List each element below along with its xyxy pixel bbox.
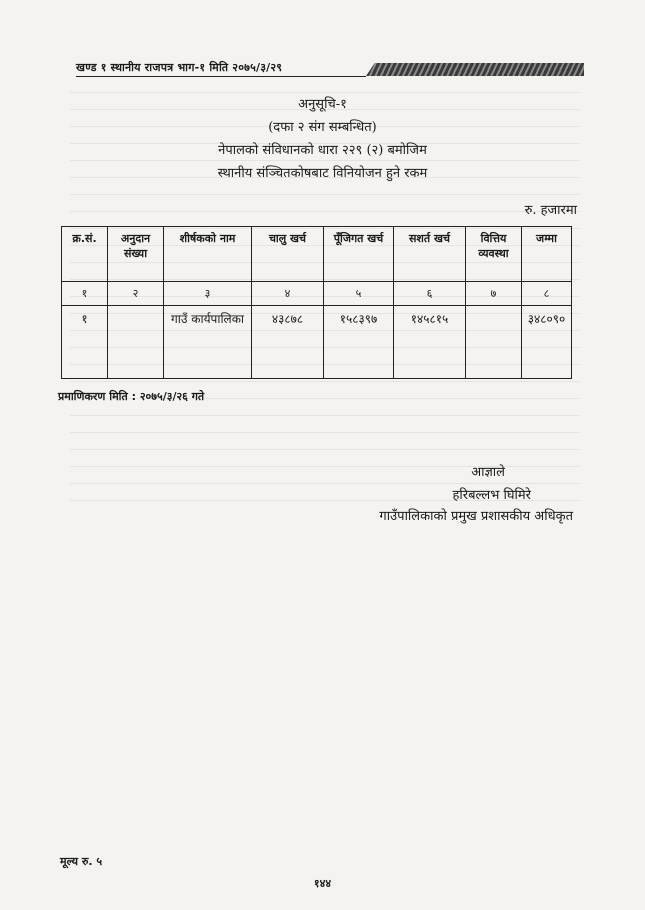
grant-number-cell (108, 306, 164, 379)
column-number-row (62, 282, 572, 306)
column-number: ३ (164, 282, 252, 306)
signature-order: आज्ञाले (471, 465, 505, 480)
column-number: ४ (252, 282, 324, 306)
column-header: जम्मा (522, 227, 572, 282)
financing-cell (466, 306, 522, 379)
column-header: चालु खर्च (252, 227, 324, 282)
column-number: ५ (324, 282, 394, 306)
table-header-row (62, 227, 572, 282)
column-header: अनुदान संख्या (108, 227, 164, 282)
signatory-designation: गाउँपालिकाको प्रमुख प्रशासकीय अधिकृत (379, 509, 573, 524)
currency-unit: रु. हजारमा (524, 203, 577, 218)
certification-date: प्रमाणिकरण मिति : २०७५/३/२६ गते (58, 390, 205, 403)
allocation-heading: स्थानीय संञ्चितकोषबाट विनियोजन हुने रकम (217, 166, 428, 181)
column-number: ६ (394, 282, 466, 306)
schedule-subtitle: (दफा २ संग सम्बन्धित) (268, 120, 377, 135)
signatory-name: हरिबल्लभ घिमिरे (452, 488, 531, 503)
column-header: पूँजिगत खर्च (324, 227, 394, 282)
table-row (62, 306, 572, 379)
column-number: ७ (466, 282, 522, 306)
recurrent-expense-cell: ४३८७८ (252, 306, 324, 379)
column-header: सशर्त खर्च (394, 227, 466, 282)
serial-cell: १ (62, 306, 108, 379)
header-decorative-bar (366, 63, 584, 76)
allocation-table (61, 226, 572, 379)
schedule-title: अनुसूचि-१ (298, 97, 347, 112)
page-number: १४४ (313, 877, 332, 890)
total-cell: ३४८०९० (522, 306, 572, 379)
header-rule (76, 76, 366, 77)
column-number: ८ (522, 282, 572, 306)
capital-expense-cell: १५८३९७ (324, 306, 394, 379)
price: मूल्य रु. ५ (60, 855, 103, 868)
column-header: शीर्षकको नाम (164, 227, 252, 282)
column-number: १ (62, 282, 108, 306)
conditional-expense-cell: १४५८१५ (394, 306, 466, 379)
column-header: क्र.सं. (62, 227, 108, 282)
head-name-cell: गाउँ कार्यपालिका (164, 306, 252, 379)
gazette-header: खण्ड १ स्थानीय राजपत्र भाग-१ मिति २०७५/३/२९ (76, 61, 283, 74)
column-number: २ (108, 282, 164, 306)
constitution-reference: नेपालको संविधानको धारा २२९ (२) बमोजिम (218, 143, 427, 158)
column-header: वित्तिय व्यवस्था (466, 227, 522, 282)
